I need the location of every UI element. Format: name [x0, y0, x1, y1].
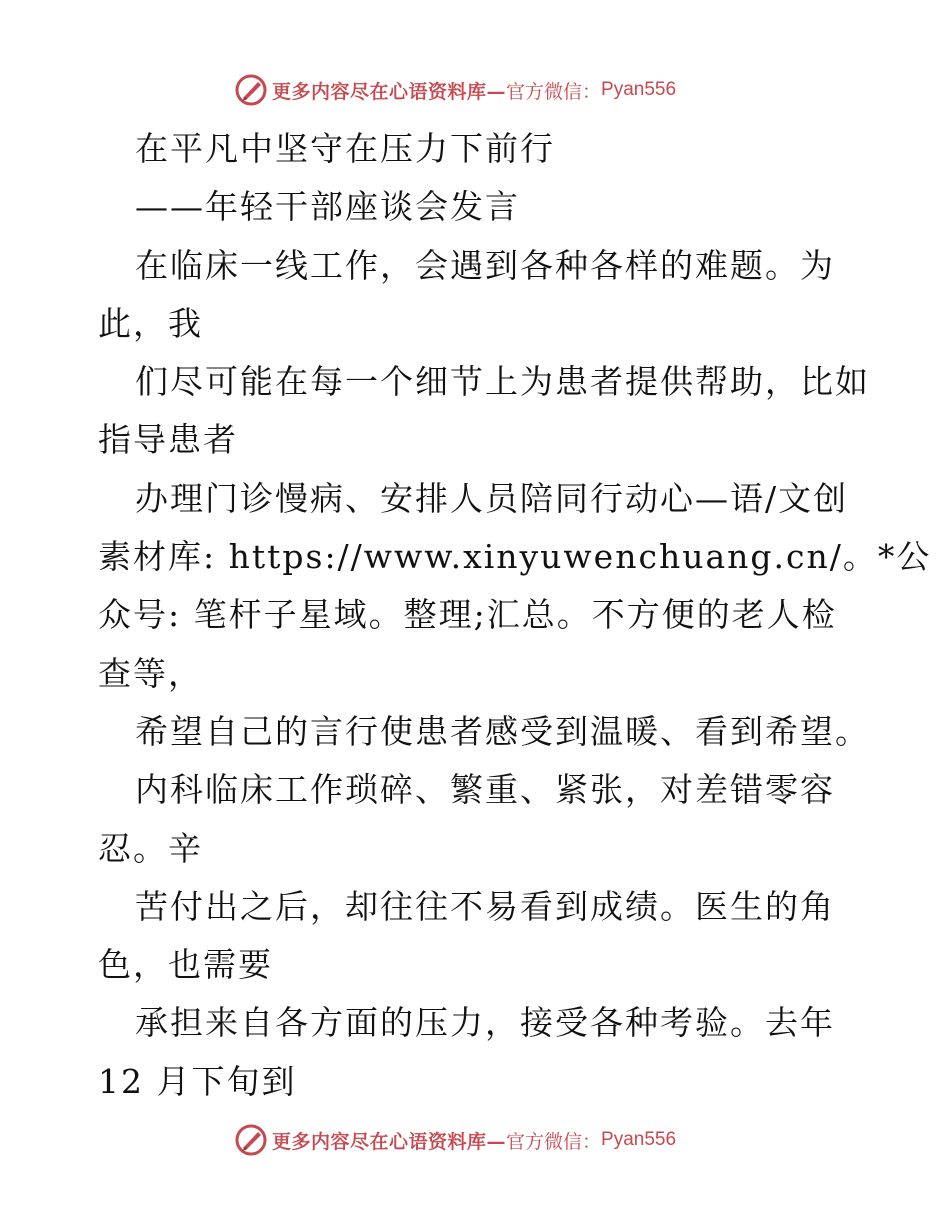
footer-slogan: 更多内容尽在心语资料库—: [272, 1130, 507, 1153]
header-wechat-label: 官方微信：: [506, 80, 602, 103]
paragraph-line: 12 月下旬到: [98, 1061, 297, 1101]
header-slogan: 更多内容尽在心语资料库—: [272, 80, 507, 103]
paragraph-line: 苦付出之后，却往往不易看到成绩。医生的角: [135, 886, 835, 926]
paragraph-line: 内科临床工作琐碎、繁重、紧张，对差错零容: [135, 770, 835, 810]
paragraph-line: 希望自己的言行使患者感受到温暖、看到希望。: [135, 711, 870, 751]
footer-wechat-label: 官方微信：: [506, 1130, 602, 1153]
document-subtitle: ——年轻干部座谈会发言: [135, 187, 520, 227]
paragraph-line: 承担来自各方面的压力，接受各种考验。去年: [135, 1003, 835, 1043]
footer-watermark: [234, 1122, 676, 1158]
paragraph-line: 查等，: [98, 653, 203, 693]
paragraph-line: 素材库: https://www.xinyuwenchuang.cn/。*公: [98, 537, 932, 577]
paragraph-line: 们尽可能在每一个细节上为患者提供帮助，比如: [135, 362, 870, 402]
header-wechat-id: Pyan556: [601, 79, 677, 100]
header-watermark: [234, 72, 676, 108]
paragraph-line: 此，我: [98, 303, 203, 343]
quill-pen-circle-icon: [234, 1123, 268, 1157]
document-body: [98, 120, 932, 1111]
footer-wechat-id: Pyan556: [601, 1129, 677, 1150]
paragraph-line: 办理门诊慢病、安排人员陪同行动心—语/文创: [135, 478, 849, 518]
quill-pen-circle-icon: [234, 73, 268, 107]
paragraph-line: 指导患者: [98, 420, 238, 460]
paragraph-line: 色，也需要: [98, 945, 273, 985]
document-title: 在平凡中坚守在压力下前行: [135, 129, 555, 168]
paragraph-line: 在临床一线工作，会遇到各种各样的难题。为: [135, 245, 835, 285]
paragraph-line: 忍。辛: [98, 828, 203, 868]
paragraph-line: 众号: 笔杆子星域。整理;汇总。不方便的老人检: [98, 595, 837, 635]
